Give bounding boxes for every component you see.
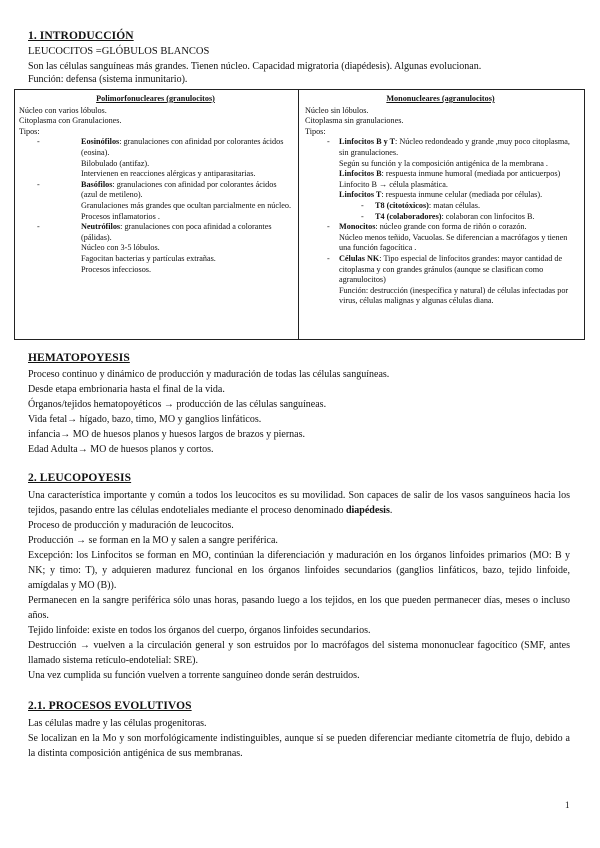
hemato-line-2: Desde etapa embrionaria hasta el final de la vida. bbox=[28, 384, 225, 395]
linf-text: : Núcleo redondeado y grande ,muy poco citoplasma, sin granulaciones. bbox=[339, 137, 570, 157]
diapedesis-term: diapédesis bbox=[345, 505, 390, 516]
list-item-eosinofilos: - Eosinófilos: granulaciones con afinidad por colorantes ácidos (eosina). bbox=[37, 137, 284, 157]
leuco-p1-text: Una característica importante y común a todos los leucocitos es su movilidad. Son capaces de salir de los vasos sanguíneos hacia los tejidos, pasando entre las células endoteliales mediante el proceso denominado bbox=[28, 490, 570, 516]
nk-label: Células NK bbox=[339, 253, 380, 263]
leuco-p1-end: . bbox=[389, 505, 393, 516]
hemato-line-6: Edad Adulta→ MO de huesos planos y cortos. bbox=[28, 444, 214, 455]
bas-sub-1: Granulaciones más grandes que ocultan parcialmente en núcleo. bbox=[81, 200, 292, 210]
linfb-text: : respuesta inmune humoral (mediada por anticuerpos) Linfocito B → célula plasmática. bbox=[339, 169, 561, 189]
linft-line bbox=[305, 190, 576, 201]
linfb-label: Linfocitos B bbox=[339, 169, 382, 179]
evol-para-1: Las células madre y las células progenitoras. bbox=[28, 718, 207, 729]
col-header-right: Mononucleares (agranulocitos) bbox=[386, 94, 495, 103]
eos-sub-1: Bilobulado (antifaz). bbox=[81, 158, 150, 168]
leuco-para-7: Destrucción → vuelven a la circulación general y son estruidos por lo macrófagos del sistema mononuclear fagocítico (SMF, antes llamado sistema retículo-endotelial: SRE). bbox=[28, 640, 570, 666]
hemato-line-1: Proceso continuo y dinámico de producción y maduración de todas las células sanguíneas. bbox=[28, 369, 390, 380]
linft-label: Linfocitos T bbox=[339, 190, 382, 200]
evol-para-2: Se localizan en la Mo y son morfológicamente indistinguibles, aunque sí se pueden diferenciar mediante citometría de flujo, debido a la distinta composición antigénica de sus membranas. bbox=[28, 733, 570, 759]
intro-line-2: Son las células sanguíneas más grandes. Tienen núcleo. Capacidad migratoria (diapédesis). Algunas evolucionan. bbox=[28, 61, 482, 72]
intro-line-1: LEUCOCITOS =GLÓBULOS BLANCOS bbox=[28, 46, 210, 57]
leuco-para-1 bbox=[28, 488, 570, 518]
left-line-2: Citoplasma con Granulaciones. bbox=[19, 116, 122, 126]
col-header-left: Polimorfonucleares (granulocitos) bbox=[96, 94, 215, 103]
leuco-para-6: Tejido linfoide: existe en todos los órganos del cuerpo, órganos linfoides secundarios. bbox=[28, 625, 371, 636]
hemato-line-4: Vida fetal→ hígado, bazo, timo, MO y ganglios linfáticos. bbox=[28, 414, 262, 425]
eos-sub-2: Intervienen en reacciones alérgicas y antiparasitarias. bbox=[81, 169, 256, 179]
bas-sub-2: Procesos inflamatorios . bbox=[81, 211, 160, 221]
eos-text: : granulaciones con afinidad por colorantes ácidos (eosina). bbox=[81, 137, 284, 157]
nk-sub-1: Función: destrucción (inespecífica y natural) de células infectadas por virus, células malignas y algunas células diana. bbox=[339, 285, 569, 306]
right-line-3: Tipos: bbox=[305, 126, 326, 136]
list-item-neutrofilos: - Neutrófilos: granulaciones con poca afinidad a colorantes (pálidas). bbox=[37, 222, 272, 242]
neu-sub-1: Núcleo con 3-5 lóbulos. bbox=[81, 243, 160, 253]
mono-sub-1: Núcleo menos teñido, Vacuolas. Se diferencian a macrófagos y tienen una función fagocítica . bbox=[339, 232, 568, 253]
page-number: 1 bbox=[565, 800, 570, 810]
list-item-basofilos: - Basófilos: granulaciones con afinidad por colorantes ácidos (azul de metileno). bbox=[37, 179, 277, 200]
bas-label: Basófilos bbox=[81, 179, 113, 189]
linf-label: Linfocitos B y T bbox=[339, 137, 396, 147]
right-line-1: Núcleo sin lóbulos. bbox=[305, 105, 369, 115]
t8-label: T8 (citotóxicos) bbox=[375, 200, 429, 210]
linft-text: : respuesta inmune celular (mediada por células). bbox=[381, 190, 543, 200]
leuco-para-5: Permanecen en la sangre periférica sólo unas horas, pasando luego a los tejidos, en los que pueden permanecer días, meses o incluso años. bbox=[28, 595, 570, 621]
intro-line-3: Función: defensa (sistema inmunitario). bbox=[28, 74, 188, 85]
t8-text: : matan células. bbox=[428, 200, 481, 210]
table-col-mononucleares bbox=[299, 90, 584, 339]
t4-label: T4 (colaboradores) bbox=[375, 211, 442, 221]
neu-sub-2: Fagocitan bacterias y partículas extrañas. bbox=[81, 253, 216, 263]
leuco-para-3: Producción → se forman en la MO y salen a sangre periférica. bbox=[28, 535, 278, 546]
nk-text: : Tipo especial de linfocitos grandes: mayor cantidad de citoplasma y con grandes gránulos (aunque se clasifican como agranulocitos) bbox=[339, 253, 563, 285]
list-item-t4: - T4 (colaboradores): colaboran con linfocitos B. bbox=[361, 211, 535, 221]
mono-label: Monocitos bbox=[339, 222, 376, 232]
linf-sub-1: Según su función y la composición antigénica de la membrana . bbox=[339, 158, 548, 168]
leuco-para-4: Excepción: los Linfocitos se forman en MO, continúan la diferenciación y maduración en los órganos linfoides primarios (MO: B y NK; y timo: T), y adquieren madurez funcional en los órganos linfoides secundarios (ganglios linfáticos, bazo, tejido linfoide, amígdalas y MO (B)). bbox=[28, 550, 570, 591]
list-item-t8: - T8 (citotóxicos): matan células. bbox=[361, 200, 481, 210]
neu-label: Neutrófilos bbox=[81, 222, 121, 232]
list-item-monocitos: - Monocitos: núcleo grande con forma de riñón o corazón. bbox=[327, 222, 527, 232]
leuco-title: 2. LEUCOPOYESIS bbox=[28, 472, 132, 484]
leukocyte-table bbox=[14, 89, 585, 340]
list-item-linfocitos: - Linfocitos B y T: Núcleo redondeado y grande ,muy poco citoplasma, sin granulaciones. bbox=[327, 137, 570, 157]
leuco-para-8: Una vez cumplida su función vuelven a torrente sanguíneo donde serán destruidos. bbox=[28, 670, 360, 681]
hemato-title: HEMATOPOYESIS bbox=[28, 352, 130, 364]
left-line-3: Tipos: bbox=[19, 126, 40, 136]
neu-sub-3: Procesos infecciosos. bbox=[81, 264, 152, 274]
table-col-polimorfonucleares bbox=[15, 90, 299, 339]
leuco-para-2: Proceso de producción y maduración de leucocitos. bbox=[28, 520, 234, 531]
list-item-nk: - Células NK: Tipo especial de linfocitos grandes: mayor cantidad de citoplasma y con grandes gránulos (aunque se clasifican como agranulocitos) bbox=[327, 253, 563, 285]
linfb-line bbox=[305, 169, 576, 190]
left-line-1: Núcleo con varios lóbulos. bbox=[19, 105, 107, 115]
bas-text: : granulaciones con afinidad por colorantes ácidos (azul de metileno). bbox=[81, 179, 277, 200]
t4-text: : colaboran con linfocitos B. bbox=[441, 211, 535, 221]
eos-label: Eosinófilos bbox=[81, 137, 120, 147]
right-line-2: Citoplasma sin granulaciones. bbox=[305, 116, 404, 126]
intro-title: 1. INTRODUCCIÓN bbox=[28, 30, 134, 42]
hemato-line-3: Órganos/tejidos hematopoyéticos → producción de las células sanguíneas. bbox=[28, 399, 327, 410]
hemato-line-5: infancia→ MO de huesos planos y huesos largos de brazos y piernas. bbox=[28, 429, 305, 440]
mono-text: : núcleo grande con forma de riñón o corazón. bbox=[375, 222, 527, 232]
evol-title: 2.1. PROCESOS EVOLUTIVOS bbox=[28, 700, 192, 712]
neu-text: : granulaciones con poca afinidad a colorantes (pálidas). bbox=[81, 222, 272, 242]
